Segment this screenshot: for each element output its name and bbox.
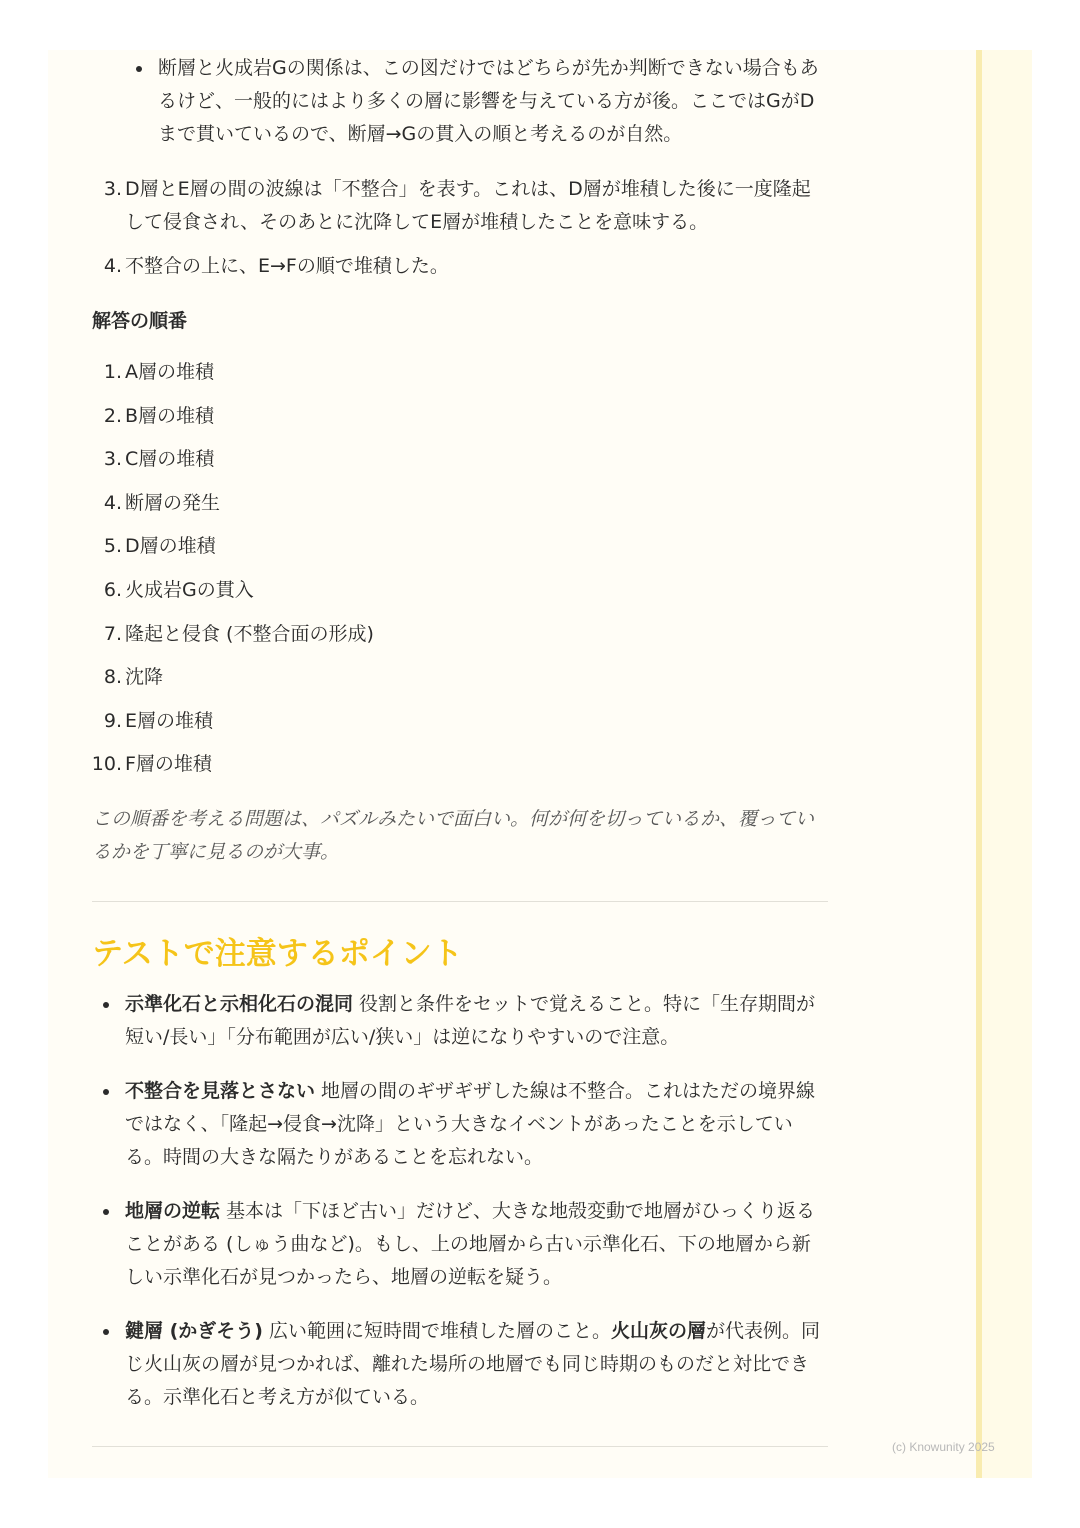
explanation-item: 3. D層とE層の間の波線は「不整合」を表す。これは、D層が堆積した後に一度隆起して侵食され、そのあとに沈降してE層が堆積したことを意味する。	[103, 178, 811, 233]
section-title: テストで注意するポイント	[92, 936, 463, 973]
answer-item: 3. C層の堆積	[103, 448, 215, 471]
point-item: 鍵層 (かぎそう) 広い範囲に短時間で堆積した層のこと。火山灰の層が代表例。同じ火山灰の層が見つかれば、離れた場所の地層でも同じ時期のものだと対比できる。示準化石と考え方が似ている。	[125, 1315, 828, 1414]
points-list	[92, 988, 828, 1414]
answer-item: 6. 火成岩Gの貫入	[103, 578, 254, 601]
answer-item: 10. F層の堆積	[91, 753, 212, 776]
divider	[92, 901, 828, 902]
sub-bullet-list	[92, 52, 828, 151]
point-term-inline: 火山灰の層	[611, 1320, 707, 1343]
answer-item: 5. D層の堆積	[103, 535, 216, 558]
answer-item: 1. A層の堆積	[103, 361, 214, 383]
answer-heading: 解答の順番	[92, 310, 188, 332]
answer-item: 4. 断層の発生	[103, 491, 221, 514]
point-term: 不整合を見落とさない	[125, 1080, 316, 1103]
point-term: 示準化石と示相化石の混同	[125, 993, 354, 1016]
point-term: 地層の逆転	[125, 1200, 221, 1223]
divider	[92, 1446, 828, 1447]
point-term: 鍵層 (かぎそう)	[125, 1320, 263, 1343]
point-item: 地層の逆転 基本は「下ほど古い」だけど、大きな地殻変動で地層がひっくり返ることがある (しゅう曲など)。もし、上の地層から古い示準化石、下の地層から新しい示準化石が見つかったら、地層の逆転を疑う。	[125, 1195, 828, 1294]
answer-item: 9. E層の堆積	[103, 709, 214, 732]
answer-list	[92, 356, 828, 781]
right-margin	[982, 50, 1032, 1478]
answer-item: 7. 隆起と侵食 (不整合面の形成)	[103, 622, 374, 645]
answer-item: 2. B層の堆積	[103, 404, 215, 427]
answer-item: 8. 沈降	[103, 666, 164, 689]
italic-note: この順番を考える問題は、パズルみたいで面白い。何が何を切っているか、覆っているかを丁寧に見るのが大事。	[92, 808, 815, 864]
point-item: 不整合を見落とさない 地層の間のギザギザした線は不整合。これはただの境界線ではなく、「隆起→侵食→沈降」という大きなイベントがあったことを示している。時間の大きな隔たりがあることを忘れない。	[125, 1075, 828, 1174]
point-item: 示準化石と示相化石の混同 役割と条件をセットで覚えること。特に「生存期間が短い/長い」「分布範囲が広い/狭い」は逆になりやすいので注意。	[125, 988, 828, 1054]
explanation-item: 4. 不整合の上に、E→Fの順で堆積した。	[103, 255, 449, 277]
document-content	[92, 50, 828, 1447]
copyright-footer: (c) Knowunity 2025	[892, 1440, 995, 1454]
explanation-list	[92, 173, 828, 283]
sub-bullet-item: 断層と火成岩Gの関係は、この図だけではどちらが先か判断できない場合もあるけど、一般的にはより多くの層に影響を与えている方が後。ここではGがDまで貫いているので、断層→Gの貫入の順と考えるのが自然。	[158, 52, 828, 151]
